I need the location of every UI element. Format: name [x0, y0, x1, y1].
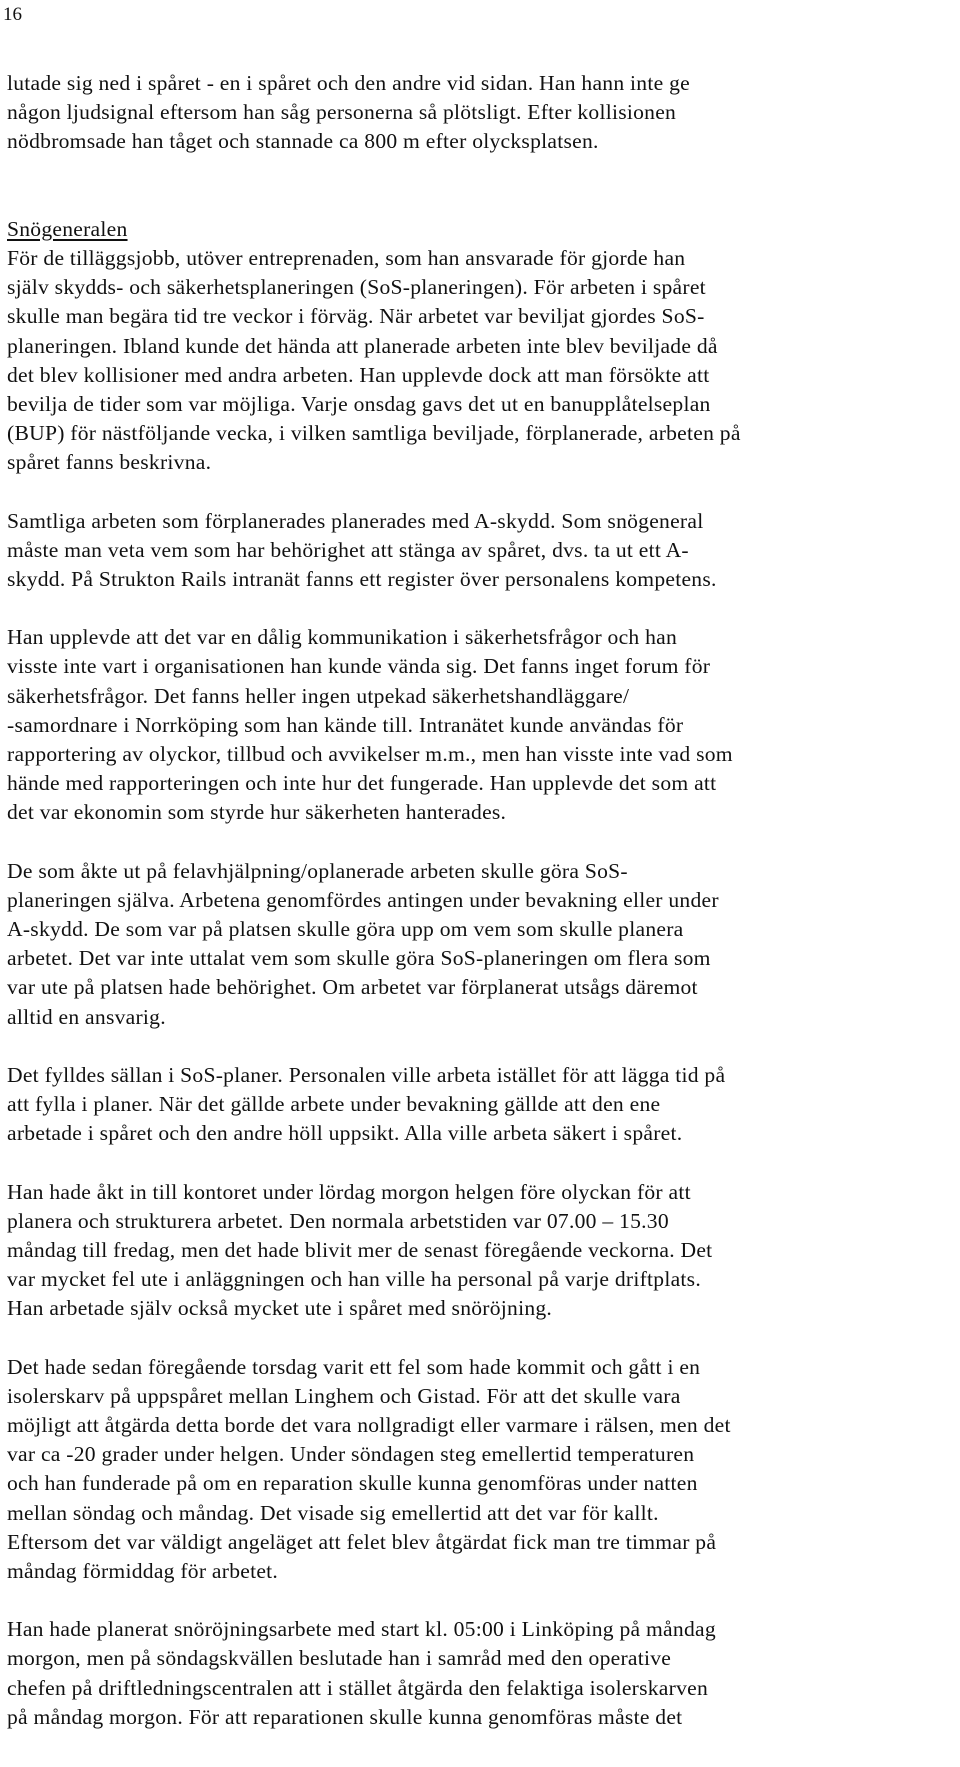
paragraph: Det fylldes sällan i SoS-planer. Personalen ville arbeta istället för att lägga tid på att fylla i planer. När det gällde arbete under bevakning gällde att den ene arbetade i spåret och den andre höll uppsikt. Alla ville arbeta säkert i spåret.	[7, 1062, 726, 1146]
section-heading: Snögeneralen	[7, 216, 128, 241]
paragraph: Det hade sedan föregående torsdag varit ett fel som hade kommit och gått i en isolerskarv på uppspåret mellan Linghem och Gistad. För att det skulle vara möjligt att åtgärda detta borde det vara nollgradigt eller varmare i rälsen, men det var ca -20 grader under helgen. Under söndagen steg emellertid temperaturen och han funderade på om en reparation skulle kunna genomföras under natten mellan söndag och måndag. Det visade sig emellertid att det var för kallt. Eftersom det var väldigt angeläget att felet blev åtgärdat fick man tre timmar på måndag förmiddag för arbetet.	[7, 1354, 731, 1583]
paragraph: Han hade planerat snöröjningsarbete med start kl. 05:00 i Linköping på måndag morgon, men på söndagskvällen beslutade han i samråd med den operative chefen på driftledningscentralen att i stället åtgärda den felaktiga isolerskarven på måndag morgon. För att reparationen skulle kunna genomföras måste det	[7, 1617, 716, 1729]
paragraph	[7, 186, 957, 478]
paragraph: Han hade åkt in till kontoret under lördag morgon helgen före olyckan för att planera och strukturera arbetet. Den normala arbetstiden var 07.00 – 15.30 måndag till fredag, men det hade blivit mer de senast föregående veckorna. Det var mycket fel ute i anläggningen och han ville ha personal på varje driftplats. Han arbetade själv också mycket ute i spåret med snöröjning.	[7, 1179, 713, 1321]
paragraph-text: För de tilläggsjobb, utöver entreprenaden, som han ansvarade för gjorde han själv skydds- och säkerhetsplaneringen (SoS-planeringen). För arbeten i spåret skulle man begära tid tre veckor i förväg. När arbetet var beviljat gjordes SoS- planeringen. Ibland kunde det hända att planerade arbeten inte blev beviljade då det blev kollisioner med andra arbeten. Han upplevde dock att man försökte att bevilja de tider som var möjliga. Varje onsdag gavs det ut en banupplåtelseplan (BUP) för nästföljande vecka, i vilken samtliga beviljade, förplanerade, arbeten på spåret fanns beskrivna.	[7, 246, 741, 475]
document-body	[7, 69, 957, 1732]
paragraph: De som åkte ut på felavhjälpning/oplanerade arbeten skulle göra SoS- planeringen själva. Arbetena genomfördes antingen under bevakning eller under A-skydd. De som var på platsen skulle göra upp om vem som skulle planera arbetet. Det var inte uttalat vem som skulle göra SoS-planeringen om flera som var ute på platsen hade behörighet. Om arbetet var förplanerat utsågs däremot alltid en ansvarig.	[7, 858, 719, 1029]
paragraph: Samtliga arbeten som förplanerades planerades med A-skydd. Som snögeneral måste man veta vem som har behörighet att stänga av spåret, dvs. ta ut ett A- skydd. På Strukton Rails intranät fanns ett register över personalens kompetens.	[7, 508, 717, 592]
page-number: 16	[3, 4, 22, 25]
paragraph: Han upplevde att det var en dålig kommunikation i säkerhetsfrågor och han visste inte vart i organisationen han kunde vända sig. Det fanns inget forum för säkerhetsfrågor. Det fanns heller ingen utpekad säkerhetshandläggare/ -samordnare i Norrköping som han kände till. Intranätet kunde användas för rapportering av olyckor, tillbud och avvikelser m.m., men han visste inte vad som hände med rapporteringen och inte hur det fungerade. Han upplevde det som att det var ekonomin som styrde hur säkerheten hanterades.	[7, 625, 733, 825]
paragraph: lutade sig ned i spåret - en i spåret och den andre vid sidan. Han hann inte ge någon ljudsignal eftersom han såg personerna så plötsligt. Efter kollisionen nödbromsade han tåget och stannade ca 800 m efter olycksplatsen.	[7, 71, 690, 154]
